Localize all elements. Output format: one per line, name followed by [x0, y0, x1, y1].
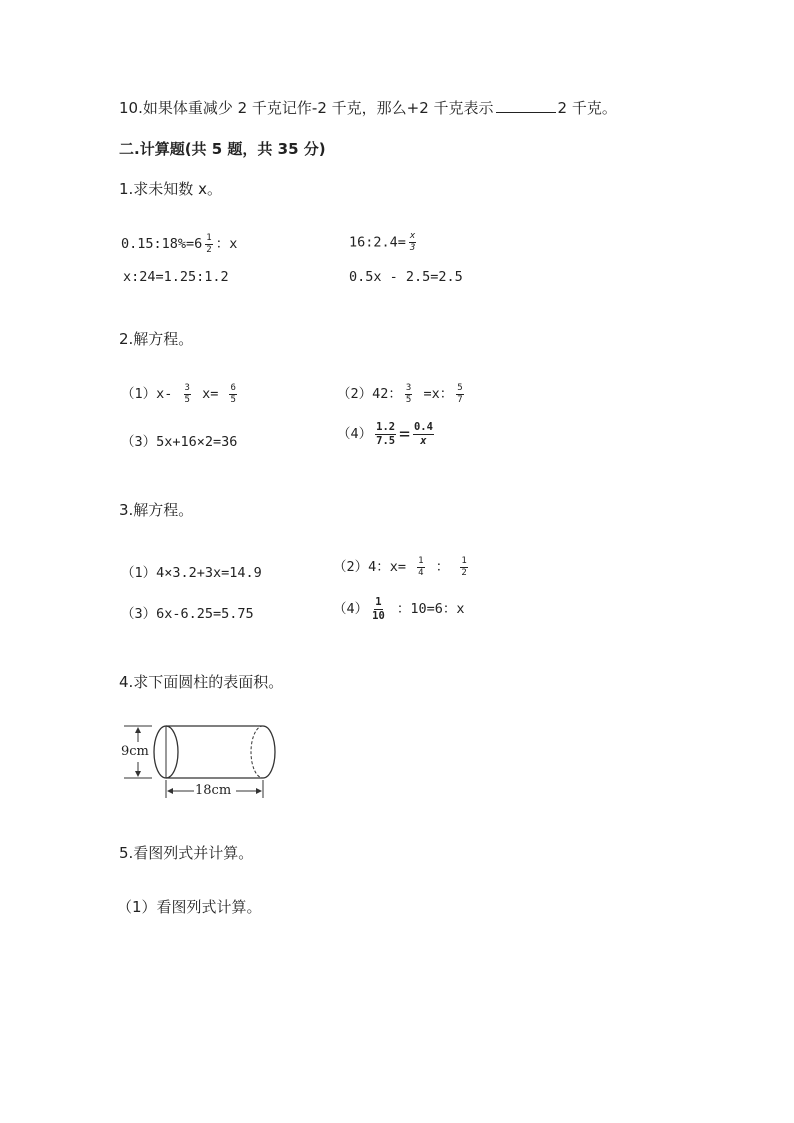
length-label: 18cm — [195, 783, 232, 798]
problem-1-eq-2: 16:2.4= $\frac{x}{3}$ — [349, 231, 416, 253]
question-10-text-b: 2 千克。 — [557, 99, 617, 117]
problem-2-eq-4: （4） $\frac{1.2}{7.5}$ = $\frac{0.4}{x}$ — [337, 421, 433, 447]
fraction: $\frac{1}{2}$ — [206, 232, 212, 255]
problem-3-eq-3: （3）6x-6.25=5.75 — [121, 606, 254, 622]
question-10-text-a: 10.如果体重减少 2 千克记作-2 千克，那么+2 千克表示 — [119, 99, 494, 117]
problem-5-sub-1: （1）看图列式计算。 — [117, 898, 262, 916]
fraction: $\frac{5}{7}$ — [457, 382, 463, 405]
problem-1-eq-3: x:24=1.25:1.2 — [123, 269, 229, 285]
problem-3-eq-2: （2）4：x= $\frac{1}{4}$ ： $\frac{1}{2}$ — [333, 555, 467, 578]
problem-1-eq-1: 0.15:18%=6 $\frac{1}{2}$ ：x — [121, 232, 238, 255]
problem-2-eq-3: （3）5x+16×2=36 — [121, 434, 238, 450]
problem-3-eq-1: （1）4×3.2+3x=14.9 — [121, 565, 262, 581]
height-label: 9cm — [121, 744, 149, 759]
fraction: $\frac{x}{3}$ — [409, 231, 416, 253]
problem-4-title: 4.求下面圆柱的表面积。 — [119, 673, 284, 691]
fraction: $\frac{1}{10}$ — [372, 596, 385, 622]
question-10 — [119, 97, 617, 118]
problem-2-eq-2: （2）42： $\frac{3}{5}$ =x： $\frac{5}{7}$ — [337, 382, 463, 405]
problem-3-eq-4: （4） $\frac{1}{10}$ ：10=6：x — [333, 596, 465, 622]
problem-1-eq-4: 0.5x - 2.5=2.5 — [349, 269, 463, 285]
fraction: $\frac{3}{5}$ — [405, 382, 412, 405]
fraction: $\frac{0.4}{x}$ — [413, 421, 433, 447]
cylinder-figure — [118, 716, 283, 804]
section-heading: 二.计算题(共 5 题，共 35 分) — [119, 140, 326, 158]
fraction: $\frac{6}{5}$ — [230, 382, 236, 405]
problem-2-eq-1: （1）x- $\frac{3}{5}$ x= $\frac{6}{5}$ — [121, 382, 236, 405]
problem-2-title: 2.解方程。 — [119, 330, 194, 348]
fraction: $\frac{1}{4}$ — [418, 555, 424, 578]
fraction: $\frac{1.2}{7.5}$ — [376, 421, 396, 447]
fraction: $\frac{1}{2}$ — [461, 555, 467, 578]
problem-1-title: 1.求未知数 x。 — [119, 180, 222, 198]
problem-3-title: 3.解方程。 — [119, 501, 194, 519]
fraction: $\frac{3}{5}$ — [184, 382, 190, 405]
problem-5-title: 5.看图列式并计算。 — [119, 844, 254, 862]
answer-blank[interactable] — [496, 100, 556, 113]
